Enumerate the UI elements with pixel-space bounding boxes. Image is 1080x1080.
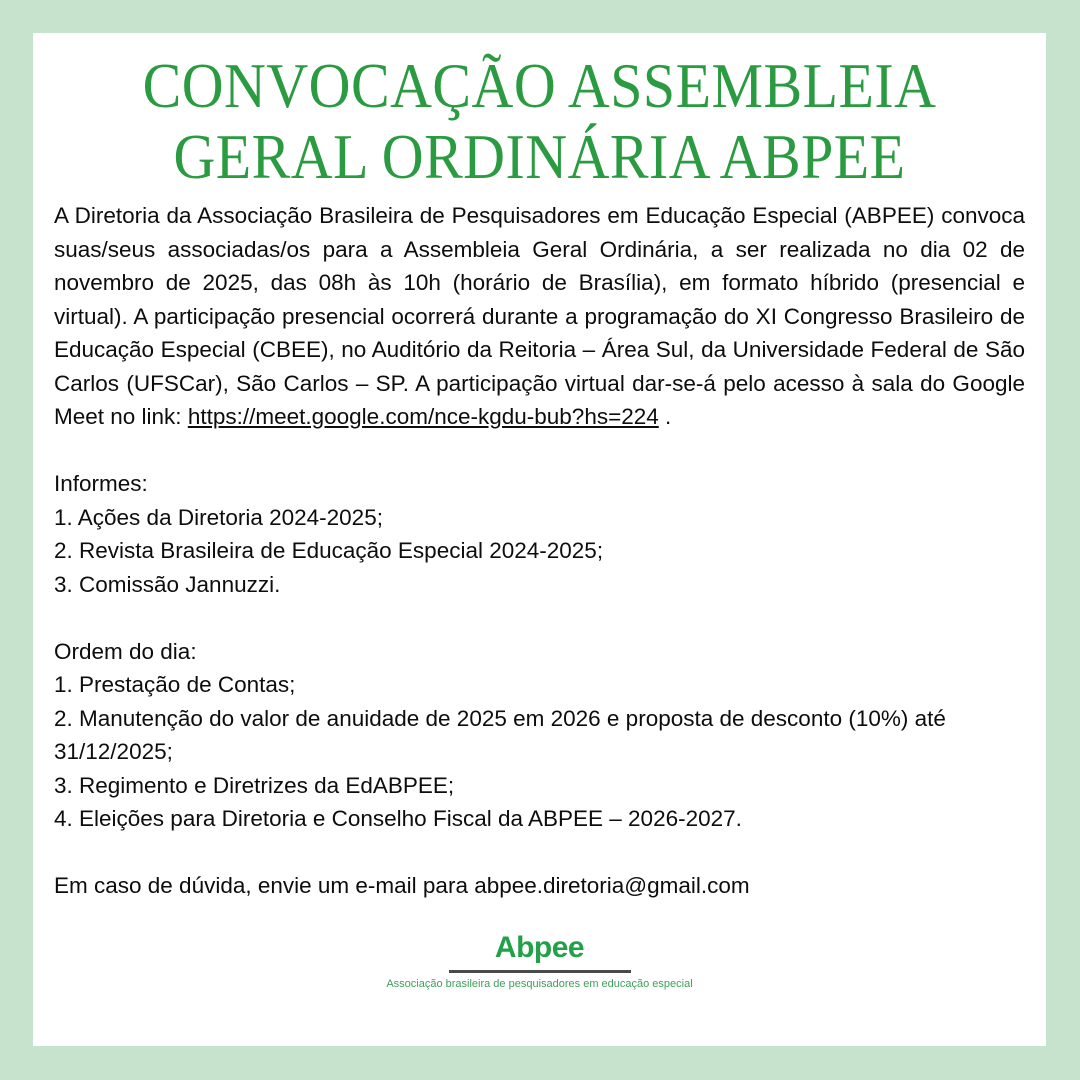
logo-divider bbox=[449, 970, 631, 973]
poster-card bbox=[33, 33, 1046, 1046]
agenda-item-1: 1. Prestação de Contas; bbox=[54, 672, 296, 697]
abpee-logo bbox=[33, 931, 1046, 992]
intro-text-part-2: . bbox=[658, 404, 672, 429]
body-content bbox=[33, 199, 1046, 903]
page-title bbox=[33, 33, 1046, 193]
intro-paragraph bbox=[54, 199, 1025, 434]
informes-item-3: 3. Comissão Jannuzzi. bbox=[54, 571, 281, 597]
spacer-2 bbox=[54, 601, 1025, 635]
intro-text-part-1: A Diretoria da Associação Brasileira de Pesquisadores em Educação Especial (ABPEE) convoca suas/seus associadas/os para a Assembleia Geral Ordinária, a ser realizada no dia 02 de novembro de 2025, das 08h às 10h (horário de Brasília), em formato híbrido (presencial e virtual). A participação presencial ocorrerá durante a programação do XI Congresso Brasileiro de Educação Especial (CBEE), no Auditório da Reitoria – Área Sul, da Universidade Federal de São Carlos (UFSCar), São Carlos – SP. A participação virtual dar-se-á pelo acesso à sala do Google Meet no link: bbox=[54, 203, 1025, 429]
abpee-tagline: Associação brasileira de pesquisadores em educação especial bbox=[386, 977, 693, 990]
spacer-1 bbox=[54, 434, 1025, 468]
spacer-3 bbox=[54, 836, 1025, 870]
informes-item-1: 1. Ações da Diretoria 2024-2025; bbox=[54, 504, 383, 530]
agenda-item-3: 3. Regimento e Diretrizes da EdABPEE; bbox=[54, 772, 455, 798]
title-line-1: CONVOCAÇÃO ASSEMBLEIA bbox=[142, 51, 937, 121]
meet-link[interactable]: https://meet.google.com/nce-kgdu-bub?hs=224 bbox=[187, 404, 659, 429]
informes-heading: Informes: bbox=[54, 471, 148, 496]
agenda-heading: Ordem do dia: bbox=[54, 638, 197, 664]
abpee-wordmark: Abpee bbox=[494, 930, 585, 964]
title-line-2: GERAL ORDINÁRIA ABPEE bbox=[173, 122, 906, 192]
informes-item-2: 2. Revista Brasileira de Educação Especial 2024-2025; bbox=[54, 538, 604, 563]
contact-line: Em caso de dúvida, envie um e-mail para abpee.diretoria@gmail.com bbox=[54, 873, 750, 898]
agenda-item-4: 4. Eleições para Diretoria e Conselho Fiscal da ABPEE – 2026-2027. bbox=[54, 806, 742, 831]
agenda-item-2: 2. Manutenção do valor de anuidade de 2025 em 2026 e proposta de desconto (10%) até 31/12/2025; bbox=[54, 705, 946, 764]
